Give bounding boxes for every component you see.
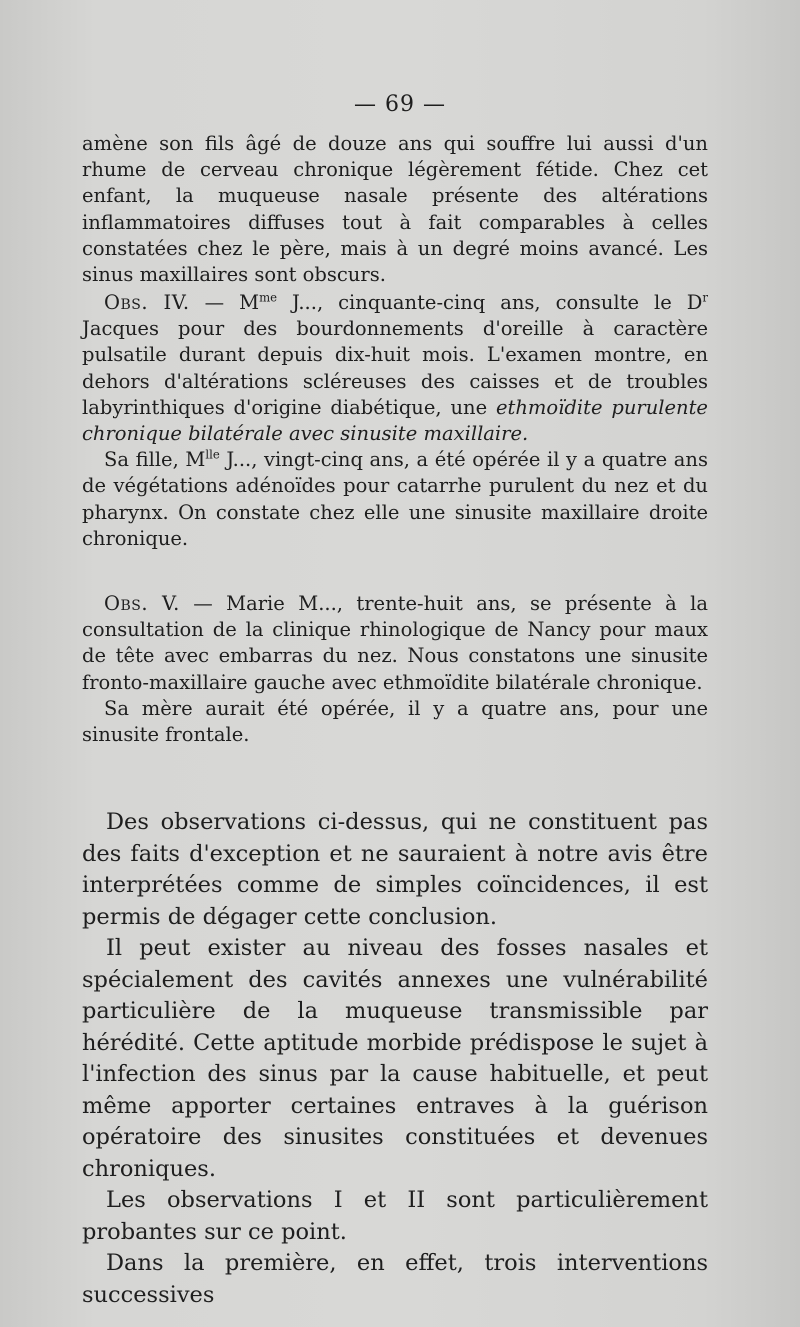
observation-text: Sa fille, M	[104, 448, 206, 472]
paragraph-text: amène son fils âgé de douze ans qui souffre lui aussi d'un rhume de cerveau chronique légèrement fétide. Chez cet enfant, la muqueuse nasale présente des altérations inflammatoires diffuses tout à fait comparables à celles constatées chez le père, mais à un degré moins avancé. Les sinus maxillaires sont obscurs.	[82, 132, 708, 287]
superscript: r	[702, 290, 708, 305]
observation-text: — Marie M..., trente-huit ans, se présente à la consultation de la clinique rhinologique de Nancy pour maux de tête avec embarras du nez. Nous constatons une sinusite fronto-maxillaire gauche avec ethmoïdite bilatérale chronique.	[82, 592, 709, 694]
observation-text: Jacques pour des bourdonnements d'oreille à caractère pulsatile durant depuis dix-huit mois. L'examen montre, en dehors d'altérations scléreuses des caisses et de troubles labyrinthiques d'origine diabétique, une	[82, 317, 708, 419]
conclusion-paragraph-3: Les observations I et II sont particulièrement probantes sur ce point.	[82, 1187, 708, 1245]
observation-5-paragraph	[82, 591, 708, 696]
observation-text: J..., cinquante-cinq ans, consulte le D	[277, 291, 703, 314]
observation-5	[82, 591, 708, 748]
observation-label: Obs. IV.	[104, 291, 190, 314]
conclusion-section	[82, 807, 708, 1311]
observation-4-paragraph	[82, 290, 708, 447]
superscript: lle	[205, 447, 220, 462]
observation-5-paragraph-2: Sa mère aurait été opérée, il y a quatre ans, pour une sinusite frontale.	[82, 696, 708, 747]
conclusion-paragraph-4: Dans la première, en effet, trois interventions successives	[82, 1250, 708, 1308]
conclusion-paragraph-1: Des observations ci-dessus, qui ne constituent pas des faits d'exception et ne sauraient à notre avis être interprétées comme de simples coïncidences, il est permis de dégager cette conclusion.	[82, 809, 708, 930]
paragraph-continuation	[82, 131, 708, 288]
page-number: — 69 —	[354, 92, 446, 117]
italic-diagnosis: ethmoïdite purulente chronique bilatérale avec sinusite maxillaire.	[82, 395, 708, 446]
observation-text: — M	[189, 291, 260, 314]
observation-text: J..., vingt-cinq ans, a été opérée il y a quatre ans de végétations adénoïdes pour catarrhe purulent du nez et du pharynx. On constate chez elle une sinusite maxillaire droite chronique.	[82, 448, 708, 550]
observation-label: Obs. V.	[104, 592, 180, 615]
conclusion-paragraph-2: Il peut exister au niveau des fosses nasales et spécialement des cavités annexes une vulnérabilité particulière de la muqueuse transmissible par hérédité. Cette aptitude morbide prédispose le sujet à l'infection des sinus par la cause habituelle, et peut même apporter certaines entraves à la guérison opératoire des sinusites constituées et devenues chroniques.	[82, 935, 708, 1182]
observation-4	[82, 290, 708, 552]
superscript: me	[259, 290, 278, 305]
observation-4-paragraph-2	[82, 447, 708, 552]
